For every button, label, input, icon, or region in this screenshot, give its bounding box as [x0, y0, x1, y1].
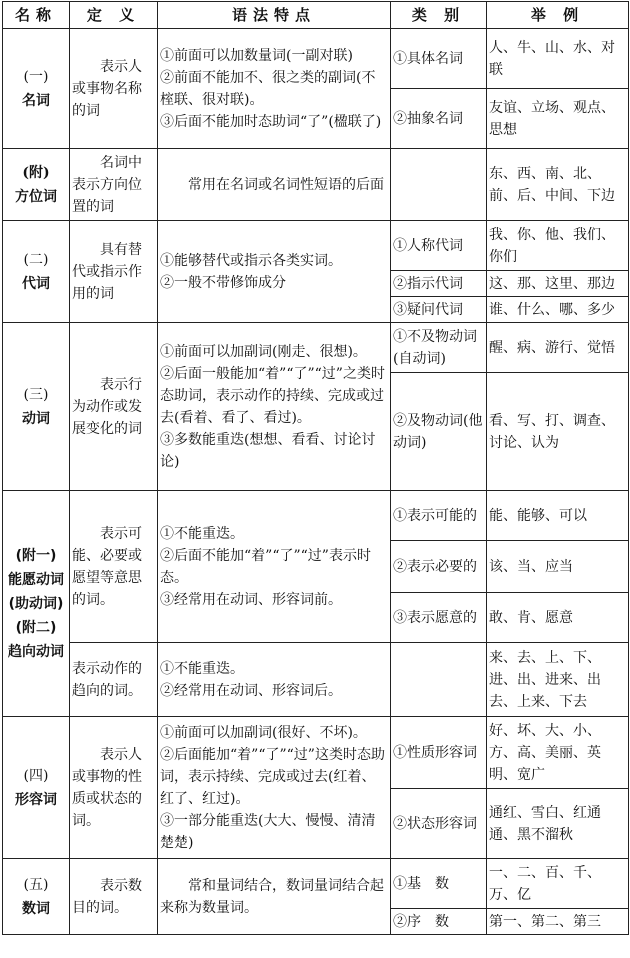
- category-cell-empty: [391, 149, 487, 221]
- verb-number: (三): [23, 386, 49, 403]
- adjective-name: 形容词: [15, 791, 57, 808]
- category-cell: ①不及物动词(自动词): [391, 323, 487, 373]
- category-cell: ②表示必要的: [391, 541, 487, 593]
- grammar-line: ③多数能重迭(想想、看看、讨论讨论): [160, 431, 376, 470]
- table-row: [3, 149, 629, 221]
- numeral-number: (五): [23, 876, 49, 893]
- grammar-line: ③一部分能重迭(大大、慢慢、清清楚楚): [160, 812, 376, 851]
- pronoun-grammar: [158, 221, 391, 323]
- noun-name: 名词: [22, 92, 50, 109]
- locative-name-cell: [3, 149, 70, 221]
- category-cell: ②抽象名词: [391, 89, 487, 149]
- category-cell: ①基 数: [391, 859, 487, 909]
- header-definition: 定 义: [70, 2, 158, 29]
- pronoun-name-cell: [3, 221, 70, 323]
- verb-name-cell: [3, 323, 70, 491]
- locative-number: (附): [22, 164, 50, 181]
- locative-name: 方位词: [15, 188, 57, 205]
- examples-cell: 好、坏、大、小、方、高、美丽、英明、宽广: [487, 717, 629, 789]
- directional-grammar: [158, 643, 391, 717]
- header-row: [3, 2, 629, 29]
- category-cell: ②指示代词: [391, 271, 487, 297]
- parts-of-speech-table: [2, 1, 629, 935]
- pronoun-number: (二): [23, 251, 49, 268]
- table-row: [3, 491, 629, 541]
- header-category: 类 别: [391, 2, 487, 29]
- category-cell: ③疑问代词: [391, 297, 487, 323]
- modal-number: (附一): [15, 547, 57, 564]
- grammar-line: ①不能重迭。: [160, 660, 244, 677]
- header-examples: 举 例: [487, 2, 629, 29]
- examples-cell: 友谊、立场、观点、思想: [487, 89, 629, 149]
- directional-number: (附二): [15, 619, 57, 636]
- examples-cell: 来、去、上、下、进、出、进来、出去、上来、下去: [487, 643, 629, 717]
- category-cell: ②状态形容词: [391, 789, 487, 859]
- examples-cell: 谁、什么、哪、多少: [487, 297, 629, 323]
- category-cell: ①具体名词: [391, 29, 487, 89]
- directional-definition: 表示动作的趋向的词。: [70, 643, 158, 717]
- grammar-line: ②前面不能加不、很之类的副词(不榁联、很对联)。: [160, 69, 376, 108]
- noun-definition: 表示人或事物名称的词: [70, 29, 158, 149]
- noun-grammar: [158, 29, 391, 149]
- numeral-name-cell: [3, 859, 70, 935]
- directional-name: 趋向动词: [8, 643, 64, 660]
- numeral-definition: 表示数目的词。: [70, 859, 158, 935]
- category-cell: ②及物动词(他动词): [391, 373, 487, 491]
- adjective-name-cell: [3, 717, 70, 859]
- noun-name-cell: [3, 29, 70, 149]
- locative-definition: 名词中表示方向位置的词: [70, 149, 158, 221]
- modal-directional-name-cell: [3, 491, 70, 717]
- examples-cell: 通红、雪白、红通通、黑不溜秋: [487, 789, 629, 859]
- examples-cell: 该、当、应当: [487, 541, 629, 593]
- table-row: [3, 29, 629, 89]
- examples-cell: 敢、肯、愿意: [487, 593, 629, 643]
- adjective-definition: 表示人或事物的性质或状态的词。: [70, 717, 158, 859]
- grammar-line: ②一般不带修饰成分: [160, 274, 286, 291]
- numeral-name: 数词: [22, 900, 50, 917]
- modal-name: 能愿动词: [8, 571, 64, 588]
- category-cell: ①人称代词: [391, 221, 487, 271]
- pronoun-definition: 具有替代或指示作用的词: [70, 221, 158, 323]
- grammar-line: ②后面能加“着”“了”“过”这类时态助词，表示持续、完成或过去(红着、红了、红过)。: [160, 746, 385, 807]
- examples-cell: 看、写、打、调查、讨论、认为: [487, 373, 629, 491]
- examples-cell: 这、那、这里、那边: [487, 271, 629, 297]
- header-grammar: 语法特点: [158, 2, 391, 29]
- table-row: [3, 323, 629, 373]
- grammar-line: ③经常用在动词、形容词前。: [160, 591, 342, 608]
- header-name: 名称: [3, 2, 70, 29]
- category-cell: ①性质形容词: [391, 717, 487, 789]
- noun-number: (一): [23, 68, 49, 85]
- table-row: [3, 221, 629, 271]
- category-cell: ③表示愿意的: [391, 593, 487, 643]
- examples-cell: 能、能够、可以: [487, 491, 629, 541]
- grammar-line: ①前面可以加副词(刚走、很想)。: [160, 343, 367, 360]
- table-row: [3, 859, 629, 909]
- adjective-grammar: [158, 717, 391, 859]
- examples-cell: 人、牛、山、水、对联: [487, 29, 629, 89]
- grammar-line: ①不能重迭。: [160, 525, 244, 542]
- verb-grammar: [158, 323, 391, 491]
- modal-grammar: [158, 491, 391, 643]
- table-row: [3, 643, 629, 717]
- category-cell: ②序 数: [391, 909, 487, 935]
- examples-cell: 一、二、百、千、万、亿: [487, 859, 629, 909]
- numeral-grammar: 常和量词结合，数词量词结合起来称为数量词。: [158, 859, 391, 935]
- examples-cell: 我、你、他、我们、你们: [487, 221, 629, 271]
- modal-alt-name: (助动词): [8, 595, 64, 612]
- category-cell: ①表示可能的: [391, 491, 487, 541]
- grammar-line: ①前面可以加副词(很好、不坏)。: [160, 724, 367, 741]
- verb-definition: 表示行为动作或发展变化的词: [70, 323, 158, 491]
- locative-grammar: 常用在名词或名词性短语的后面: [158, 149, 391, 221]
- examples-cell: 醒、病、游行、觉悟: [487, 323, 629, 373]
- category-cell-empty: [391, 643, 487, 717]
- verb-name: 动词: [22, 410, 50, 427]
- grammar-line: ②后面一般能加“着”“了”“过”之类时态助词，表示动作的持续、完成或过去(看着、看了、看过)。: [160, 365, 385, 426]
- grammar-line: ②经常用在动词、形容词后。: [160, 682, 342, 699]
- modal-definition: 表示可能、必要或愿望等意思的词。: [70, 491, 158, 643]
- examples-cell: 第一、第二、第三: [487, 909, 629, 935]
- grammar-line: ③后面不能加时态助词“了”(楹联了): [160, 113, 382, 130]
- pronoun-name: 代词: [22, 275, 50, 292]
- examples-cell: 东、西、南、北、前、后、中间、下边: [487, 149, 629, 221]
- table-row: [3, 717, 629, 789]
- adjective-number: (四): [23, 767, 49, 784]
- grammar-line: ②后面不能加“着”“了”“过”表示时态。: [160, 547, 371, 586]
- grammar-line: ①前面可以加数量词(一副对联): [160, 47, 353, 64]
- grammar-line: ①能够替代或指示各类实词。: [160, 252, 342, 269]
